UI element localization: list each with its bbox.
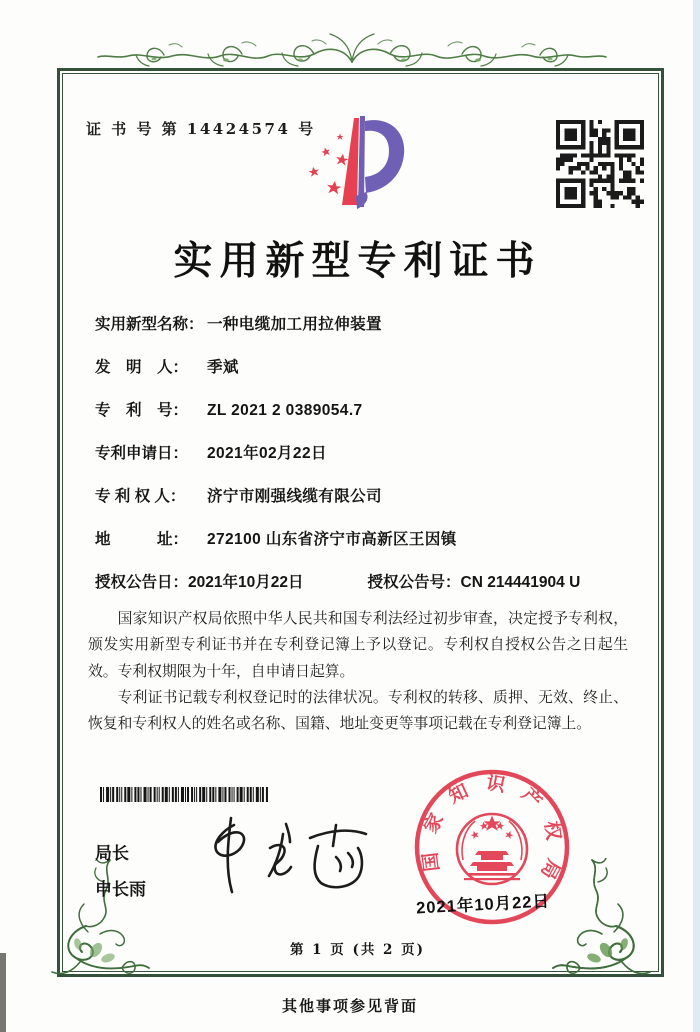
field-label: 发 明 人： <box>95 359 189 376</box>
field-label: 地 址： <box>95 531 189 548</box>
field-label: 实用新型名称： <box>95 316 204 333</box>
officer-title: 局长 <box>95 844 129 863</box>
field-value: 济宁市刚强线缆有限公司 <box>207 488 382 505</box>
grant-row <box>95 570 625 592</box>
grant-date-label: 授权公告日： <box>95 574 189 591</box>
field-value: 2021年02月22日 <box>207 445 327 462</box>
field-value: 一种电缆加工用拉伸装置 <box>207 316 382 333</box>
legal-paragraph-1: 国家知识产权局依照中华人民共和国专利法经过初步审查，决定授予专利权，颁发实用新型专利证书并在专利登记簿上予以登记。专利权自授权公告之日起生效。专利权期限为十年，自申请日起算。 <box>88 610 628 680</box>
field-label: 专利申请日： <box>95 445 189 462</box>
field-label: 专 利 权 人： <box>95 488 186 505</box>
field-value: 272100 山东省济宁市高新区王因镇 <box>207 531 457 548</box>
grant-date-value: 2021年10月22日 <box>188 574 304 591</box>
seal-text: 国家知识产权局 <box>417 771 567 897</box>
field-filing-date <box>95 441 625 484</box>
barcode-icon <box>100 787 272 802</box>
top-garland-ornament <box>92 24 612 70</box>
certificate-title: 实用新型专利证书 <box>173 238 542 284</box>
field-value: 季斌 <box>207 359 239 376</box>
back-side-note: 其他事项参见背面 <box>281 997 418 1015</box>
field-address <box>95 527 625 570</box>
legal-paragraph-2: 专利证书记载专利权登记时的法律状况。专利权的转移、质押、无效、终止、恢复和专利权人的姓名或名称、国籍、地址变更等事项记载在专利登记簿上。 <box>88 688 628 733</box>
officer-block <box>95 836 146 908</box>
field-name <box>95 312 625 355</box>
scan-edge-artifact <box>693 0 700 1032</box>
scan-smudge-artifact <box>0 953 6 1032</box>
field-patentee <box>95 484 625 527</box>
legal-text <box>88 606 628 738</box>
field-label: 专 利 号： <box>95 402 189 419</box>
certificate-number: 证 书 号 第 14424574 号 <box>86 120 316 138</box>
qr-code-icon <box>556 120 644 208</box>
field-value: ZL 2021 2 0389054.7 <box>207 402 363 419</box>
grant-no-label: 授权公告号： <box>367 574 461 591</box>
page-number: 第 1 页 (共 2 页) <box>289 942 426 958</box>
cnipa-logo-icon <box>296 112 411 214</box>
field-inventor <box>95 355 625 398</box>
grant-no-value: CN 214441904 U <box>460 574 581 591</box>
officer-name: 申长雨 <box>95 880 146 899</box>
field-patent-no <box>95 398 625 441</box>
svg-text:国家知识产权局 <box>417 771 567 897</box>
seal-date: 2021年10月22日 <box>415 892 551 918</box>
signature-handwriting <box>188 810 388 898</box>
field-list <box>95 312 625 570</box>
